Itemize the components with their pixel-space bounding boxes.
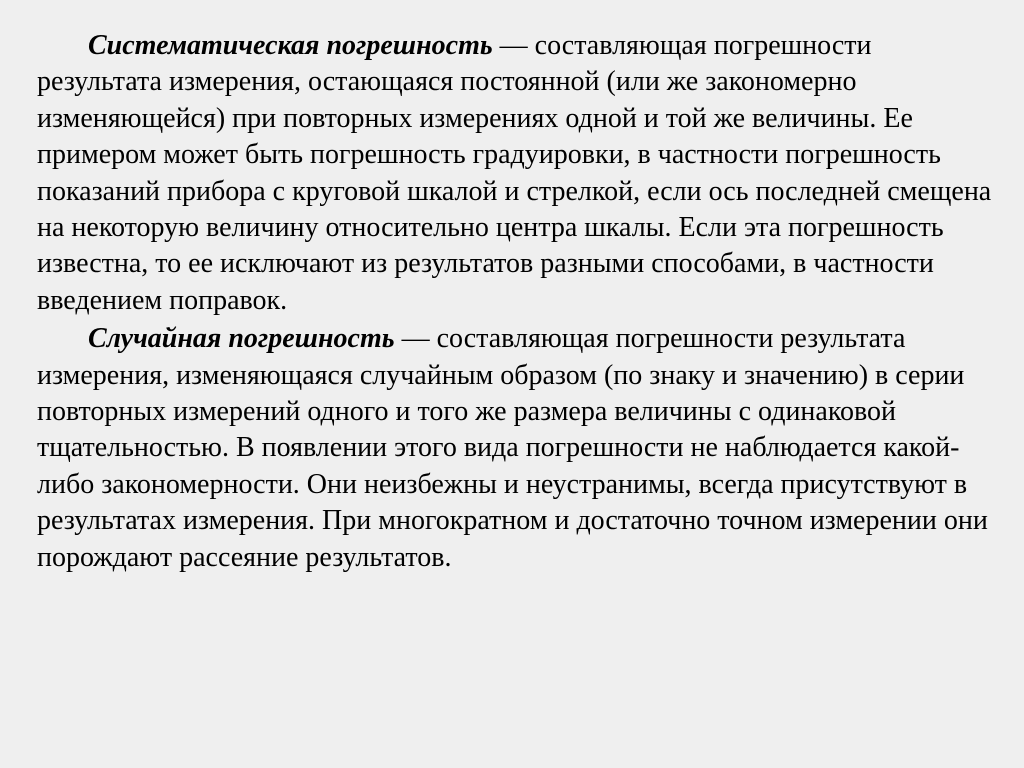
paragraph-random-error-text: — составляющая погрешности результата измерения, изменяющаяся случайным образом (по знаку и значению) в серии повторных измерений одного и того же размера величины с одинаковой тщательностью. В появлении этого вида погрешности не наблюдается какой-либо закономерности. Они неизбежны и неустранимы, всегда присутствуют в результатах измерения. При многократном и достаточно точном измерении они порождают рассеяние результатов. xyxy=(37,323,988,573)
paragraph-random-error xyxy=(37,321,992,576)
term-systematic-error: Систематическая погрешность xyxy=(88,30,493,61)
paragraph-systematic-error-text: — составляющая погрешности результата измерения, остающаяся постоянной (или же закономерно изменяющейся) при повторных измерениях одной и той же величины. Ее примером может быть погрешность градуировки, в частности погрешность показаний прибора с круговой шкалой и стрелкой, если ось последней смещена на некоторую величину относительно центра шкалы. Если эта погрешность известна, то ее исключают из результатов разными способами, в частности введением поправок. xyxy=(37,30,992,316)
term-random-error: Случайная погрешность xyxy=(88,323,395,355)
document-page xyxy=(37,28,992,576)
paragraph-systematic-error xyxy=(37,28,992,319)
